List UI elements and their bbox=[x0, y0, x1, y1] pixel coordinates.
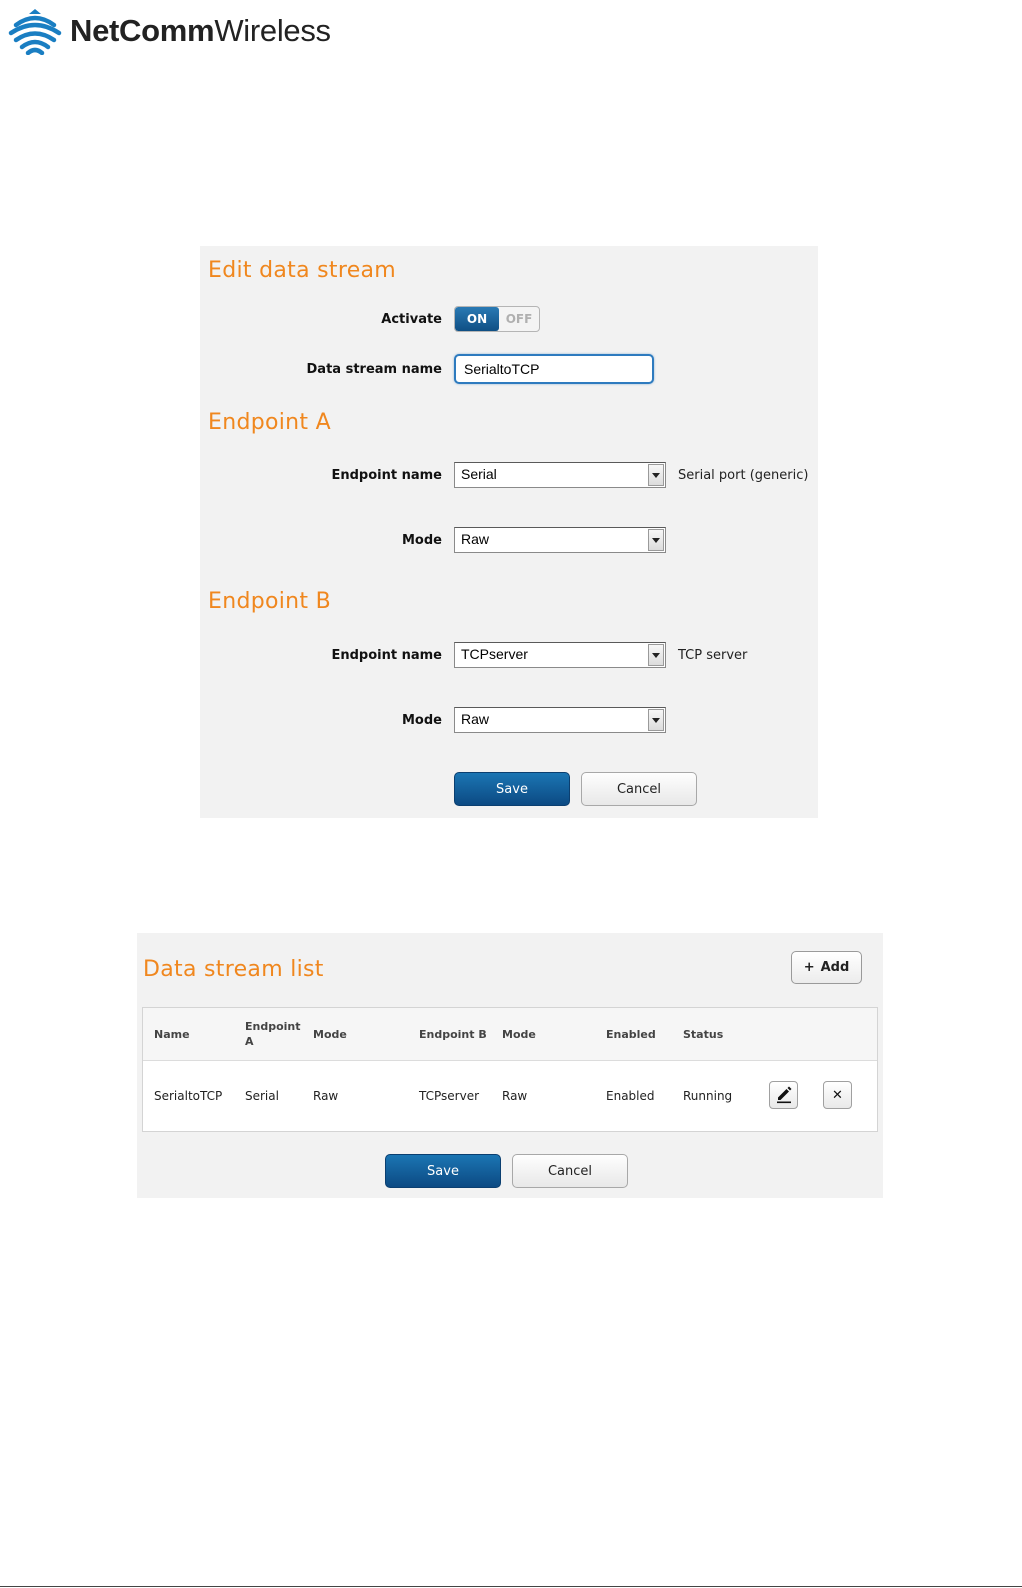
cell-enabled: Enabled bbox=[606, 1089, 655, 1103]
toggle-on: ON bbox=[455, 307, 499, 331]
endpoint-a-title: Endpoint A bbox=[208, 410, 331, 435]
delete-row-button[interactable] bbox=[823, 1081, 852, 1109]
endpoint-b-type-hint: TCP server bbox=[678, 648, 748, 663]
endpoint-a-mode-label: Mode bbox=[402, 533, 442, 548]
logo-wordmark: NetCommWireless bbox=[70, 13, 331, 48]
cell-name: SerialtoTCP bbox=[154, 1089, 223, 1103]
endpoint-b-mode-value: Raw bbox=[461, 711, 490, 727]
column-header-endpoint-b: Endpoint B bbox=[419, 1028, 487, 1041]
endpoint-b-title: Endpoint B bbox=[208, 589, 332, 614]
add-data-stream-button[interactable] bbox=[791, 951, 862, 984]
edit-data-stream-panel bbox=[200, 246, 818, 818]
endpoint-b-name-label: Endpoint name bbox=[331, 648, 442, 663]
endpoint-a-name-value: Serial bbox=[461, 466, 497, 482]
footer-rule bbox=[0, 1586, 1022, 1587]
endpoint-b-name-select[interactable] bbox=[454, 642, 666, 668]
close-icon: ✕ bbox=[832, 1087, 843, 1103]
table-header bbox=[143, 1008, 877, 1061]
column-header-endpoint-a-line2: A bbox=[245, 1035, 254, 1048]
list-cancel-button[interactable]: Cancel bbox=[512, 1154, 628, 1188]
endpoint-a-mode-value: Raw bbox=[461, 531, 490, 547]
activate-label: Activate bbox=[381, 312, 442, 327]
endpoint-a-type-hint: Serial port (generic) bbox=[678, 468, 809, 483]
activate-toggle[interactable] bbox=[454, 306, 540, 332]
column-header-status: Status bbox=[683, 1028, 724, 1041]
data-stream-table bbox=[142, 1007, 878, 1132]
netcomm-logo bbox=[8, 6, 331, 56]
cancel-button[interactable]: Cancel bbox=[581, 772, 697, 806]
chevron-down-icon bbox=[648, 529, 664, 551]
toggle-off: OFF bbox=[505, 312, 533, 326]
wireless-signal-icon bbox=[8, 7, 62, 55]
endpoint-b-mode-select[interactable] bbox=[454, 707, 666, 733]
endpoint-a-name-select[interactable] bbox=[454, 462, 666, 488]
data-stream-name-input[interactable] bbox=[454, 354, 654, 384]
data-stream-list-panel bbox=[137, 933, 883, 1198]
add-button-label: Add bbox=[820, 960, 850, 975]
data-stream-list-title: Data stream list bbox=[143, 957, 324, 982]
edit-row-button[interactable] bbox=[769, 1081, 798, 1109]
column-header-mode-b: Mode bbox=[502, 1028, 536, 1041]
column-header-mode-a: Mode bbox=[313, 1028, 347, 1041]
cell-endpoint-a: Serial bbox=[245, 1089, 279, 1103]
column-header-enabled: Enabled bbox=[606, 1028, 656, 1041]
edit-data-stream-title: Edit data stream bbox=[208, 258, 397, 283]
pencil-icon bbox=[775, 1086, 793, 1104]
data-stream-name-label: Data stream name bbox=[306, 362, 442, 377]
save-button[interactable]: Save bbox=[454, 772, 570, 806]
endpoint-b-mode-label: Mode bbox=[402, 713, 442, 728]
column-header-name: Name bbox=[154, 1028, 190, 1041]
cell-mode-a: Raw bbox=[313, 1089, 339, 1103]
cell-mode-b: Raw bbox=[502, 1089, 528, 1103]
endpoint-a-name-label: Endpoint name bbox=[331, 468, 442, 483]
list-save-button[interactable]: Save bbox=[385, 1154, 501, 1188]
chevron-down-icon bbox=[648, 644, 664, 666]
column-header-endpoint-a-line1: Endpoint bbox=[245, 1020, 301, 1033]
chevron-down-icon bbox=[648, 709, 664, 731]
endpoint-a-mode-select[interactable] bbox=[454, 527, 666, 553]
chevron-down-icon bbox=[648, 464, 664, 486]
column-header-endpoint-a bbox=[245, 1019, 301, 1049]
cell-status: Running bbox=[683, 1089, 733, 1103]
cell-endpoint-b: TCPserver bbox=[419, 1089, 480, 1103]
plus-icon: + bbox=[803, 960, 815, 975]
endpoint-b-name-value: TCPserver bbox=[461, 646, 528, 662]
